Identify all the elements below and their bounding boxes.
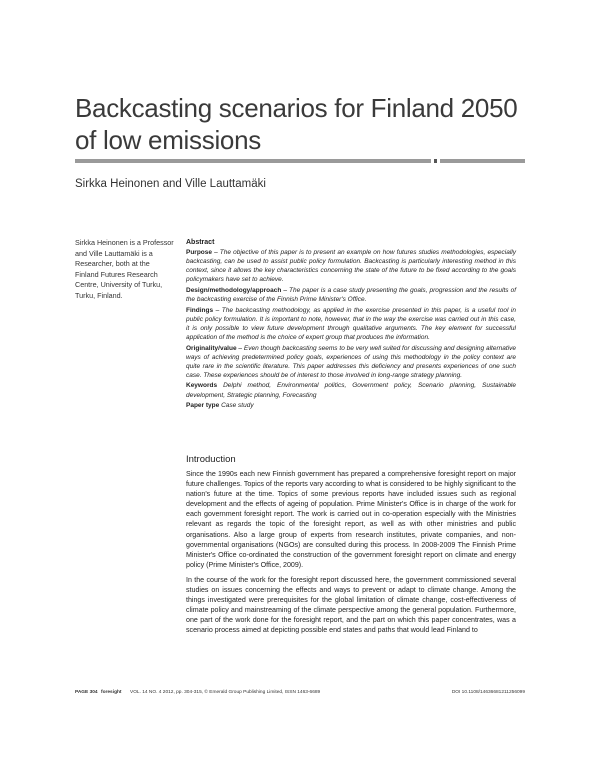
keywords-text: Delphi method, Environmental politics, Government policy, Scenario planning, Sustainable development, Strategic planning, Forecasting	[186, 382, 516, 399]
paper-type-label: Paper type	[186, 402, 220, 410]
findings-text: – The backcasting methodology, as applied in the exercise presented in this paper, is a useful tool in public policy formulation. It is important to note, however, that in the way the exercise was carried out in this case, it is only possible to view future development through qualitative arguments. The key element for successful application of the method is the choice of expert group that produces the information.	[186, 306, 516, 341]
abstract-heading: Abstract	[186, 239, 215, 246]
abstract-design	[186, 286, 516, 304]
abstract-findings	[186, 306, 516, 342]
design-text: – The paper is a case study presenting the goals, progression and the results of the backcasting exercise of the Finnish Prime Minister's Office.	[186, 286, 516, 304]
design-label: Design/methodology/approach	[186, 286, 282, 294]
abstract-keywords	[186, 381, 516, 399]
abstract-originality	[186, 344, 516, 380]
volume-info: VOL. 14 NO. 4 2012, pp. 304-315, © Emerald Group Publishing Limited, ISSN 1463-6689	[130, 690, 321, 695]
authors: Sirkka Heinonen and Ville Lauttamäki	[75, 178, 266, 190]
paragraph: Since the 1990s each new Finnish government has prepared a comprehensive foresight report on major future challenges. Topics of the reports vary according to what is considered to be highly significant to the nation's future at the time. Topics of some previous reports have included issues such as regional development and the effects of ageing of population. Prime Minister's Office is in charge of the work for each government foresight report. The work is carried out in co-operation especially with the Ministries relevant as regards the topic of the foresight report, as well as with other ministries and public organisations. Also a large group of experts from research institutes, private companies, and non-governmental organisations (NGOs) are consulted during this process. In 2008-2009 The Finnish Prime Minister's Office co-ordinated the construction of the government foresight report on climate and energy policy (Prime Minister's Office, 2009).	[186, 470, 516, 569]
keywords-label: Keywords	[186, 382, 218, 390]
abstract-paper-type	[186, 401, 516, 410]
purpose-text: – The objective of this paper is to present an example on how futures studies methodologies, especially backcasting, can be used to assist public policy formulation. Backcasting is particularly interesting method in this context, since it allows the key characteristics concerning the state of the future to be fixed according to the goals policymakers have set to achieve.	[186, 249, 516, 284]
article-title: Backcasting scenarios for Finland 2050 of low emissions	[75, 93, 518, 155]
findings-label: Findings	[186, 306, 214, 314]
originality-label: Originality/value	[186, 344, 237, 352]
page-number: PAGE 304	[75, 690, 98, 695]
author-bio: Sirkka Heinonen is a Professor and Ville Lauttamäki is a Researcher, both at the Finland Futures Research Centre, University of Turku, Turku, Finland.	[75, 238, 174, 300]
title-rule-end	[440, 159, 525, 163]
title-rule	[75, 159, 431, 163]
introduction-heading: Introduction	[186, 454, 236, 465]
purpose-label: Purpose	[186, 249, 213, 257]
doi: DOI 10.1108/14636681211256099	[451, 690, 525, 695]
journal-name: foresight	[101, 690, 122, 695]
abstract	[186, 238, 516, 412]
paragraph: In the course of the work for the foresight report discussed here, the government commissioned several studies on issues concerning the effects and ways to prevent or adapt to climate change. Among the things investigated were prerequisites for the global limitation of climate change, cost-effectiveness of climate policy and mainstreaming of the climate perspective among the general population. Furthermore, one part of the work done for the foresight report, and the part on which this paper concentrates, was a scenario process aimed at depicting possible end states and paths that would lead Finland to	[186, 575, 516, 635]
abstract-purpose	[186, 248, 516, 284]
originality-text: – Even though backcasting seems to be very well suited for discussing and designing alternative ways of achieving predetermined policy goals, experiences of using this methodology in the policy context are quite rare in the scientific literature. This paper addresses this deficiency and presents experiences of one such case. These experiences should be of interest to those involved in long-range strategy planning.	[186, 344, 516, 379]
introduction-body	[186, 469, 516, 641]
paper-type-text: Case study	[221, 402, 254, 410]
page-footer	[75, 690, 525, 698]
